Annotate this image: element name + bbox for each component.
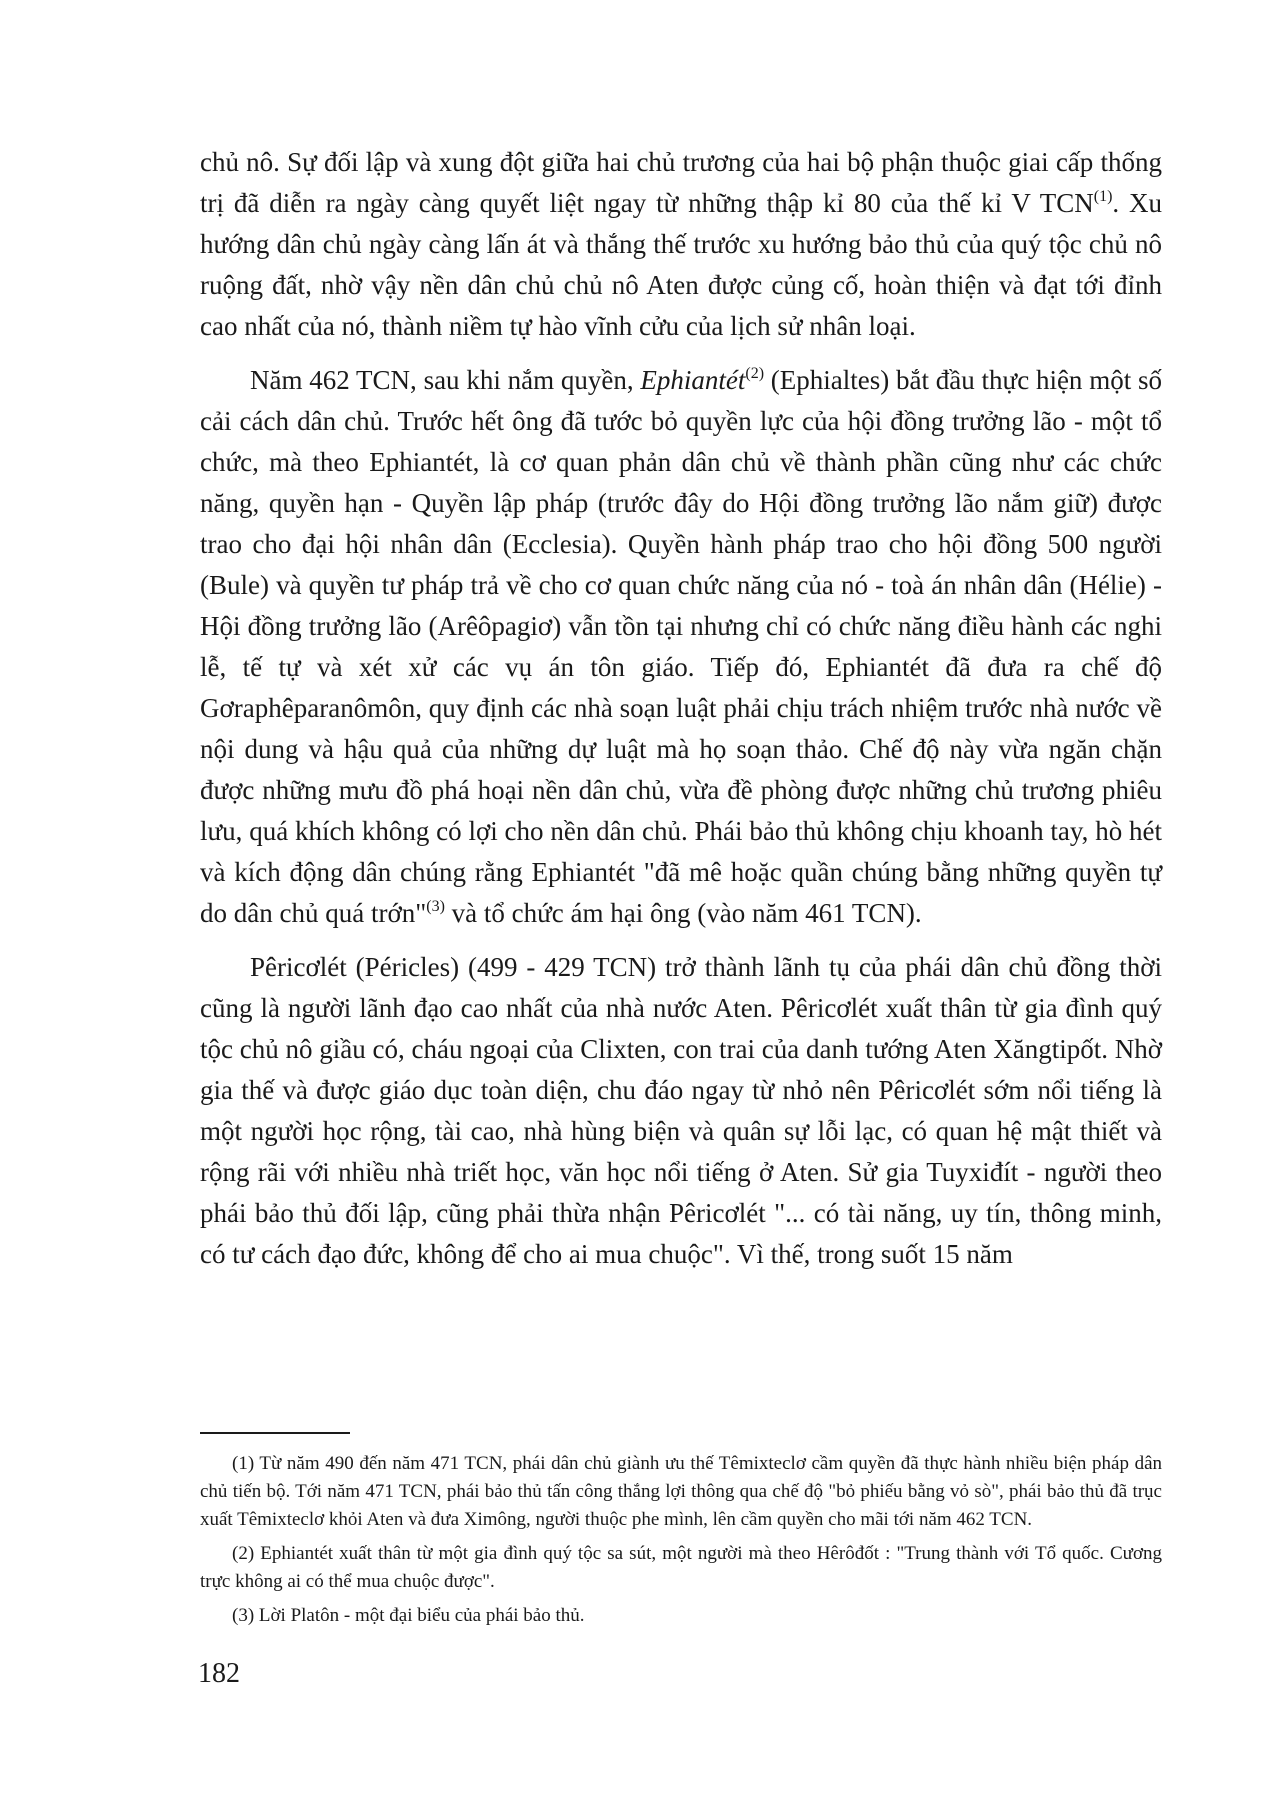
footnote-2: (2) Ephiantét xuất thân từ một gia đình quý tộc sa sút, một người mà theo Hêrôđốt : "Trung thành với Tổ quốc. Cương trực không ai có thể mua chuộc được". <box>200 1543 1162 1592</box>
body-text <box>200 142 1162 1288</box>
footnote-ref-3: (3) <box>426 898 445 915</box>
paragraph-1-text: chủ nô. Sự đối lập và xung đột giữa hai chủ trương của hai bộ phận thuộc giai cấp thống trị đã diễn ra ngày càng quyết liệt ngay từ những thập kỉ 80 của thế kỉ V TCN <box>200 147 1162 218</box>
paragraph-2-text-cont: (Ephialtes) bắt đầu thực hiện một số cải cách dân chủ. Trước hết ông đã tước bỏ quyền lực của hội đồng trưởng lão - một tổ chức, mà theo Ephiantét, là cơ quan phản dân chủ về thành phần cũng như các chức năng, quyền hạn - Quyền lập pháp (trước đây do Hội đồng trưởng lão nắm giữ) được trao cho đại hội nhân dân (Ecclesia). Quyền hành pháp trao cho hội đồng 500 người (Bule) và quyền tư pháp trả về cho cơ quan chức năng của nó - toà án nhân dân (Hélie) - Hội đồng trưởng lão (Arêôpagiơ) vẫn tồn tại nhưng chỉ có chức năng điều hành các nghi lễ, tế tự và xét xử các vụ án tôn giáo. Tiếp đó, Ephiantét đã đưa ra chế độ Gơraphêparanômôn, quy định các nhà soạn luật phải chịu trách nhiệm trước nhà nước về nội dung và hậu quả của những dự luật mà họ soạn thảo. Chế độ này vừa ngăn chặn được những mưu đồ phá hoại nền dân chủ, vừa đề phòng được những chủ trương phiêu lưu, quá khích không có lợi cho nền dân chủ. Phái bảo thủ không chịu khoanh tay, hò hét và kích động dân chúng rằng Ephiantét "đã mê hoặc quần chúng bằng những quyền tự do dân chủ quá trớn" <box>200 365 1162 928</box>
footnote-1: (1) Từ năm 490 đến năm 471 TCN, phái dân chủ giành ưu thế Têmixteclơ cầm quyền đã thực hành nhiều biện pháp dân chủ tiến bộ. Tới năm 471 TCN, phái bảo thủ tấn công thắng lợi thông qua chế độ "bỏ phiếu bằng vỏ sò", phái bảo thủ đã trục xuất Têmixteclơ khỏi Aten và đưa Ximông, người thuộc phe mình, lên cầm quyền cho mãi tới năm 462 TCN. <box>200 1453 1162 1530</box>
page-number: 182 <box>198 1658 240 1689</box>
paragraph-1-text-cont: . Xu hướng dân chủ ngày càng lấn át và thắng thế trước xu hướng bảo thủ của quý tộc chủ nô ruộng đất, nhờ vậy nền dân chủ chủ nô Aten được củng cố, hoàn thiện và đạt tới đỉnh cao nhất của nó, thành niềm tự hào vĩnh cửu của lịch sử nhân loại. <box>200 188 1163 341</box>
footnote-ref-1: (1) <box>1093 188 1113 205</box>
paragraph-3: Pêricơlét (Péricles) (499 - 429 TCN) trở thành lãnh tụ của phái dân chủ đồng thời cũng là người lãnh đạo cao nhất của nhà nước Aten. Pêricơlét xuất thân từ gia đình quý tộc chủ nô giầu có, cháu ngoại của Clixten, con trai của danh tướng Aten Xăngtipốt. Nhờ gia thế và được giáo dục toàn diện, chu đáo ngay từ nhỏ nên Pêricơlét sớm nổi tiếng là một người học rộng, tài cao, nhà hùng biện và quân sự lỗi lạc, có quan hệ mật thiết và rộng rãi với nhiều nhà triết học, văn học nổi tiếng ở Aten. Sử gia Tuyxiđít - người theo phái bảo thủ đối lập, cũng phải thừa nhận Pêricơlét "... có tài năng, uy tín, thông minh, có tư cách đạo đức, không để cho ai mua chuộc". Vì thế, trong suốt 15 năm <box>200 952 1162 1269</box>
paragraph-2-text: Năm 462 TCN, sau khi nắm quyền, <box>250 365 641 395</box>
paragraph-2-italic-name: Ephiantét <box>640 365 746 395</box>
footnote-3: (3) Lời Platôn - một đại biểu của phái bảo thủ. <box>232 1605 585 1626</box>
paragraph-2-text-end: và tổ chức ám hại ông (vào năm 461 TCN). <box>444 898 922 928</box>
paragraph-1 <box>200 142 1162 347</box>
footnote-divider <box>200 1432 350 1434</box>
footnote-ref-2: (2) <box>745 365 765 382</box>
footnotes <box>200 1450 1162 1636</box>
paragraph-2 <box>200 360 1162 934</box>
